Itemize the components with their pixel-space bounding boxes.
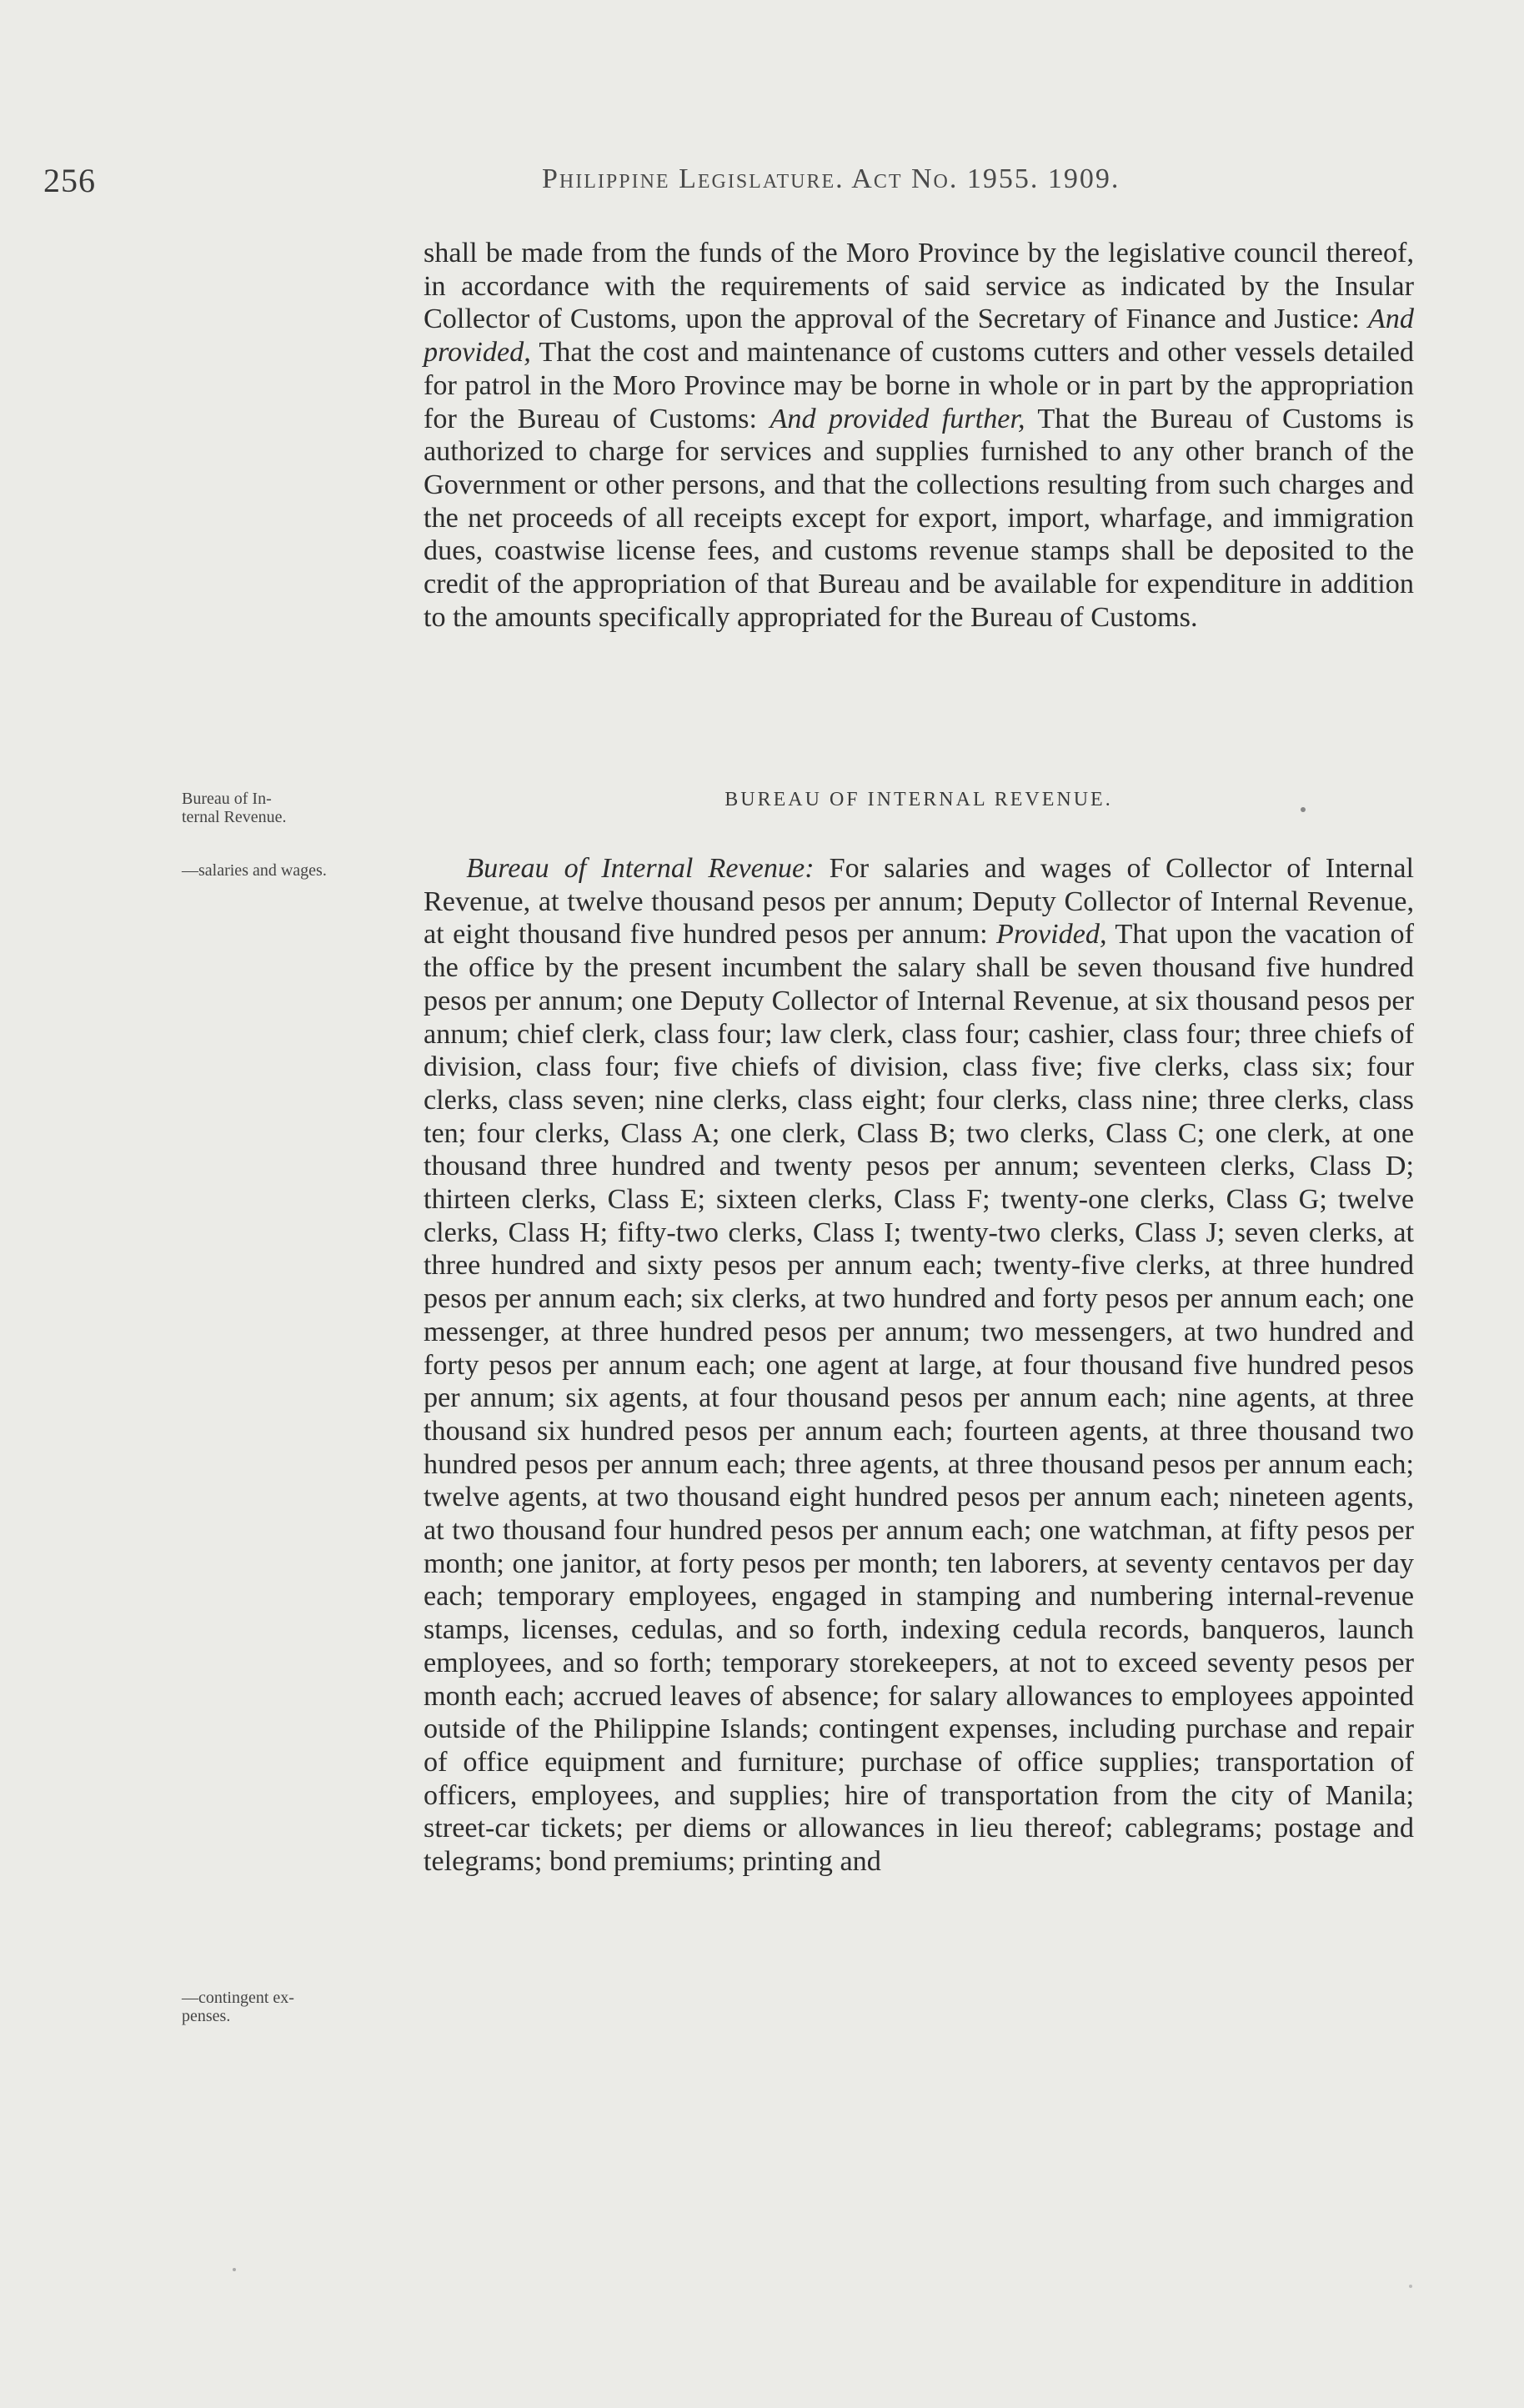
margin-note-bureau [182,790,400,826]
ink-speck [233,2268,236,2271]
running-head: Philippine Legislature. Act No. 1955. 1909. [542,163,1120,194]
margin-note-line: —contingent ex- [182,1989,294,2007]
paragraph-text: For salaries and wages of Collector of Internal Revenue, at twelve thousand pesos per annum; Deputy Collector of Internal Revenue, at eight thousand five hundred pesos per annum: [424,853,1414,951]
proviso-italic: And provided, [424,304,1414,369]
margin-note-salaries: —salaries and wages. [182,861,327,880]
ink-speck [1301,807,1306,812]
proviso-italic: And provided further, [770,403,1025,434]
ink-speck [1409,2285,1412,2288]
margin-note-contingent [182,1989,424,2025]
margin-note-line: penses. [182,2007,231,2025]
margin-note-line: ternal Revenue. [182,808,287,826]
section-heading: BUREAU OF INTERNAL REVENUE. [724,789,1113,810]
paragraph-text: shall be made from the funds of the Moro Province by the legislative council thereof, in accordance with the requirements of said service as indicated by the Insular Collector of Customs, upon the approval of the Secretary of Finance and Justice: [424,238,1414,335]
paragraph-text: That the Bureau of Customs is authorized to charge for services and supplies furnished to any other branch of the Government or other persons, and that the collections resulting from such charges and the net proceeds of all receipts except for export, import, wharfage, and immigration dues, coastwise license fees, and customs revenue stamps shall be deposited to the credit of the appropriation of that Bureau and be available for expenditure in addition to the amounts specifically appropriated for the Bureau of Customs. [424,403,1414,633]
margin-note-line: Bureau of In- [182,790,272,808]
section-lead-italic: Bureau of Internal Revenue: [466,853,815,884]
paragraph-text: That the cost and maintenance of customs cutters and other vessels detailed for patrol in the Moro Province may be borne in whole or in part by the appropriation for the Bureau of Customs: [424,337,1414,434]
continuation-paragraph [424,237,1414,634]
proviso-italic: Provided, [995,919,1107,951]
paragraph-text: That upon the vacation of the office by the present incumbent the salary shall be seven thousand five hundred pesos per annum; one Deputy Collector of Internal Revenue, at six thousand pesos per annum; chief clerk, class four; law clerk, class four; cashier, class four; three chiefs of division, class four; five chiefs of division, class five; five clerks, class six; four clerks, class seven; nine clerks, class eight; four clerks, class nine; three clerks, class ten; four clerks, Class A; one clerk, Class B; two clerks, Class C; one clerk, at one thousand three hundred and twenty pesos per annum; seventeen clerks, Class D; thirteen clerks, Class E; sixteen clerks, Class F; twenty-one clerks, Class G; twelve clerks, Class H; fifty-two clerks, Class I; twenty-two clerks, Class J; seven clerks, at three hundred and sixty pesos per annum each; twenty-five clerks, at three hundred pesos per annum each; six clerks, at two hundred and forty pesos per annum each; one messenger, at three hundred pesos per annum; two messengers, at two hundred and forty pesos per annum each; one agent at large, at four thousand five hundred pesos per annum; six agents, at four thousand pesos per annum each; nine agents, at three thousand six hundred pesos per annum each; fourteen agents, at three thousand two hundred pesos per annum each; three agents, at three thousand pesos per annum each; twelve agents, at two thousand eight hundred pesos per annum each; nineteen agents, at two thousand four hundred pesos per annum each; one watchman, at fifty pesos per month; one janitor, at forty pesos per month; ten laborers, at seventy centavos per day each; temporary employees, engaged in stamping and numbering internal-revenue stamps, licenses, cedulas, and so forth, indexing cedula records, banqueros, launch employees, and so forth; temporary storekeepers, at not to exceed seventy pesos per month each; accrued leaves of absence; for salary allowances to employees appointed outside of the Philippine Islands; contingent expenses, including purchase and repair of office equipment and furniture; purchase of office supplies; transportation of officers, employees, and supplies; hire of transportation from the city of Manila; street-car tickets; per diems or allowances in lieu thereof; cablegrams; postage and telegrams; bond premiums; printing and [424,919,1415,1878]
page-number: 256 [43,162,96,199]
bureau-internal-revenue-paragraph [424,852,1414,1879]
